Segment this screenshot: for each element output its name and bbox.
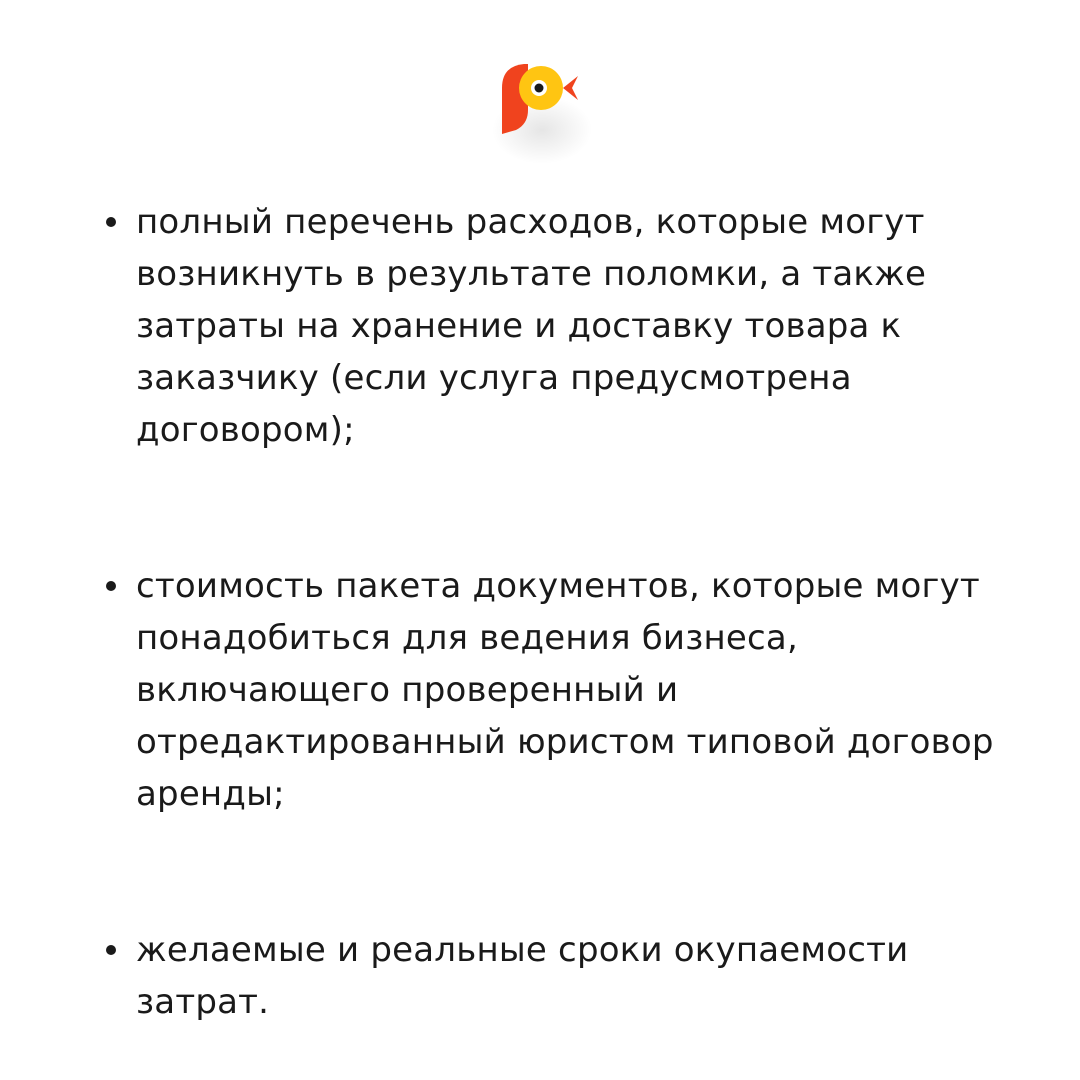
bullet-dot [106,217,116,227]
bullet-text: желаемые и реальные сроки окупаемости затрат. [136,930,909,1022]
parrot-logo-icon [480,52,600,172]
list-item [104,924,1034,1028]
bullet-dot [106,945,116,955]
brand-logo [480,52,600,172]
bullet-text: полный перечень расходов, которые могут возникнуть в результате поломки, а также затраты на хранение и доставку товара к заказчику (если услуга предусмотрена договором); [136,202,927,450]
list-item [104,196,1034,456]
bullet-text: стоимость пакета документов, которые могут понадобиться для ведения бизнеса, включающего проверенный и отредактированный юристом типовой договор аренды; [136,566,994,814]
bullet-dot [106,581,116,591]
bullet-list [104,196,1034,1028]
list-item [104,560,1034,820]
